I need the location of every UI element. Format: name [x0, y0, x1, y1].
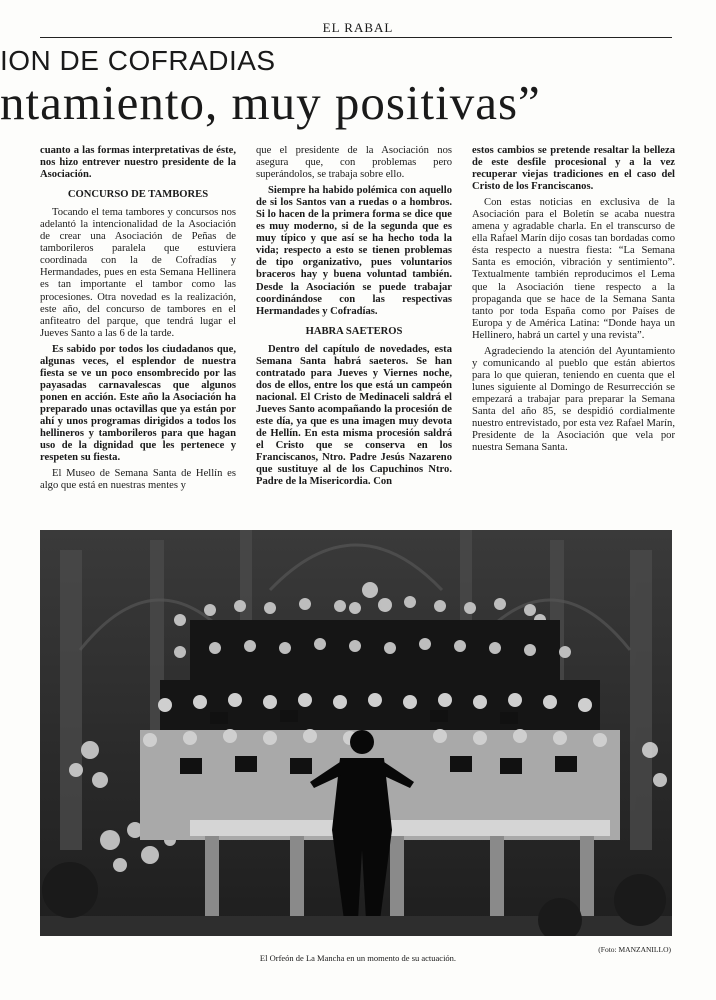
choir-photo: [40, 530, 672, 936]
paragraph: Agradeciendo la atención del Ayuntamiento y comunicando al pueblo que están abiertos para lo que quieran, teniendo en cuenta que el lunes siguiente al Domingo de Resurrección se empezará a trabajar para preparar la Semana Santa del año 85, se despidió cordialmente nuestro entrevistado, por esta vez Rafael Marín, Presidente de la Asociación que vela por nuestra Semana Santa.: [472, 345, 675, 454]
paragraph: estos cambios se pretende resaltar la belleza de este desfile procesional y a la vez recuperar viejas tradiciones en el caso del Cristo de los Franciscanos.: [472, 145, 675, 193]
paragraph: Dentro del capítulo de novedades, esta Semana Santa habrá saeteros. Se han contratado para Jueves y Viernes noche, dos de ellos, entre los que está un campeón nacional. El Cristo de Medinaceli saldrá el Jueves Santo acompañando la procesión de este día, ya que es una imagen muy devota de Hellín. En esta misma procesión saldrá el Cristo que se conserva en los Franciscanos, Ntro. Padre Jesús Nazareno que sustituye al de los Capuchinos Ntro. Padre de la Misericordia. Con: [256, 343, 452, 488]
article-column-1: [40, 145, 236, 496]
header-title: EL RABAL: [322, 20, 394, 35]
paragraph: Es sabido por todos los ciudadanos que, algunas veces, el esplendor de nuestra fiesta se ve un poco ensombrecido por las payasadas carnavalescas que algunos ponen en acción. Este año la Asociación ha preparado unas octavillas que ya están por ahí y unos programas dirigidos a todos los hellineros y tamborileros para que hagan uso de la dignidad que les pertenece y respeten su fiesta.: [40, 343, 236, 464]
paragraph: Tocando el tema tambores y concursos nos adelantó la intencionalidad de la Asociación de crear una Asociación de Peñas de tamborileros paralela que estuviera coordinada con la de Cofradías y Hermandades, pues en esta Semana Hellinera es tan importante el tambor como las procesiones. Otra novedad es la realización, este año, del concurso de tambores en el anfiteatro del parque, que tendrá lugar el Jueves Santo a las 6 de la tarde.: [40, 207, 236, 339]
photo-caption: El Orfeón de La Mancha en un momento de su actuación.: [259, 953, 457, 963]
article-column-2: [256, 145, 452, 492]
section-kicker: ION DE COFRADIAS: [0, 45, 276, 76]
paragraph: El Museo de Semana Santa de Hellín es algo que está en nuestras mentes y: [40, 468, 236, 492]
photo-credit: (Foto: MANZANILLO): [598, 945, 671, 954]
article-column-3: [472, 145, 675, 458]
choir-photo-illustration: [40, 530, 672, 936]
subheading-saeteros: HABRA SAETEROS: [305, 325, 403, 337]
paragraph: Con estas noticias en exclusiva de la Asociación para el Boletín se acaba nuestra amena y agradable charla. En el transcurso de ella Rafael Marín dijo cosas tan bordadas como ésta respecto a nuestra fiesta: “La Semana Santa es emoción, vibración y sentimiento”. Textualmente también reproducimos el Lema que la Asociación tiene respecto a la propaganda que se hace de la Semana Santa tanto por toda España como por Países de Europa y de América Latina: “Donde haya un Hellinero, habrá un cartel y una revista”.: [472, 197, 675, 341]
header-rule: [40, 37, 672, 38]
paragraph: Siempre ha habido polémica con aquello de si los Santos van a ruedas o a hombros. Si lo hacen de la primera forma se dice que es muy moderno, si de la segunda que es muy típico y que así se ha hecho toda la vida; respecto a esto se tienen problemas de tipo organizativo, pues voluntarios braceros hay y buena voluntad también. Desde la Asociación se puede trabajar coordinándose con las respectivas Hermandades y Cofradías.: [256, 185, 452, 317]
paragraph: cuanto a las formas interpretativas de éste, nos hizo entrever nuestro presidente de la Asociación.: [40, 145, 236, 181]
paragraph: que el presidente de la Asociación nos asegura que, con problemas pero superándolos, se trabaja sobre ello.: [256, 145, 452, 181]
subheading-concurso: CONCURSO DE TAMBORES: [67, 189, 209, 201]
headline: ntamiento, muy positivas”: [0, 75, 541, 130]
